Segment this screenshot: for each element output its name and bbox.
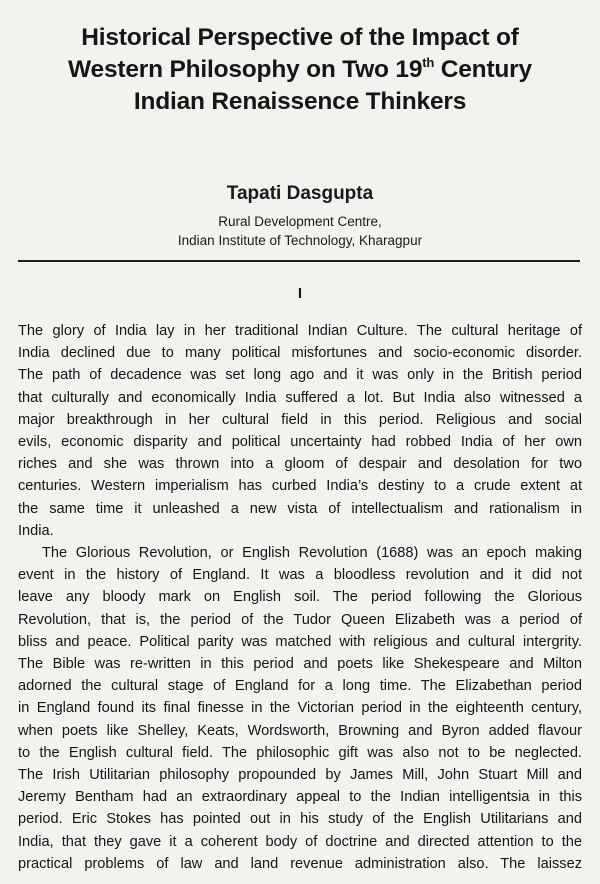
text-line: major breakthrough in her cultural field in this period. Religious and social xyxy=(18,411,582,428)
text-line: adorned the cultural stage of England for a long time. The Elizabethan period xyxy=(18,678,582,695)
text-line: period. Eric Stokes has pointed out in his study of the English Utilitarians and xyxy=(18,811,582,828)
title-line-1: Historical Perspective of the Impact of xyxy=(81,24,519,51)
header-divider xyxy=(18,260,580,262)
text-line: centuries. Western imperialism has curbed India’s destiny to a crude extent at xyxy=(18,478,582,495)
text-line: event in the history of England. It was a bloodless revolution and it did not xyxy=(18,567,582,584)
text-line: in England found its final finesse in the Victorian period in the eighteenth century, xyxy=(18,700,582,717)
text-line: The glory of India lay in her traditional Indian Culture. The cultural heritage of xyxy=(18,323,582,339)
paragraph-2 xyxy=(18,542,582,875)
affiliation-line-1: Rural Development Centre, xyxy=(218,214,382,229)
article-body xyxy=(18,320,582,875)
affiliation-line-2: Indian Institute of Technology, Kharagpur xyxy=(177,233,423,248)
text-line: the same time it unleashed a new vista of intellectualism and rationalism in xyxy=(18,500,582,517)
author-name: Tapati Dasgupta xyxy=(226,183,374,204)
title-line-2 xyxy=(30,54,570,86)
text-line: The Irish Utilitarian philosophy propounded by James Mill, John Stuart Mill and xyxy=(18,767,582,784)
section-heading: I xyxy=(297,285,303,302)
text-line: The Glorious Revolution, or English Revolution (1688) was an epoch making xyxy=(42,545,582,562)
text-line: bliss and peace. Political parity was matched with religious and cultural intergrity. xyxy=(18,633,582,650)
text-line: that culturally and economically India suffered a lot. But India also witnessed a xyxy=(18,389,582,406)
text-line: India, that they gave it a coherent body of doctrine and directed attention to the xyxy=(18,833,582,850)
title-superscript: th xyxy=(422,55,435,70)
text-line: The path of decadence was set long ago and it was only in the British period xyxy=(18,367,582,384)
text-line: India. xyxy=(18,522,54,539)
author-affiliation xyxy=(0,212,600,250)
title-line-2-end: Century xyxy=(434,56,532,83)
text-line: India declined due to many political misfortunes and socio-economic disorder. xyxy=(18,345,582,362)
text-line: to the English cultural field. The philosophic gift was also not to be neglected. xyxy=(18,744,582,761)
text-line: riches and she was thrown into a gloom of despair and desolation for two xyxy=(18,456,582,473)
text-line: Revolution, that is, the period of the Tudor Queen Elizabeth was a period of xyxy=(18,611,582,628)
text-line: Jeremy Bentham had an extraordinary appeal to the Indian intelligentsia in this xyxy=(18,789,582,806)
text-line: evils, economic disparity and political uncertainty had robbed India of her own xyxy=(18,434,582,451)
text-line: when poets like Shelley, Keats, Wordsworth, Browning and Byron added flavour xyxy=(18,722,582,739)
text-line: practical problems of law and land revenue administration also. The laissez xyxy=(18,855,582,872)
text-line: leave any bloody mark on English soil. The period following the Glorious xyxy=(18,589,582,606)
text-line: The Bible was re-written in this period and poets like Shekespeare and Milton xyxy=(18,656,582,673)
article-title xyxy=(30,22,570,118)
paragraph-1 xyxy=(18,320,582,542)
title-line-3: Indian Renaissence Thinkers xyxy=(133,88,467,115)
title-line-2-text: Western Philosophy on Two 19 xyxy=(68,56,423,83)
